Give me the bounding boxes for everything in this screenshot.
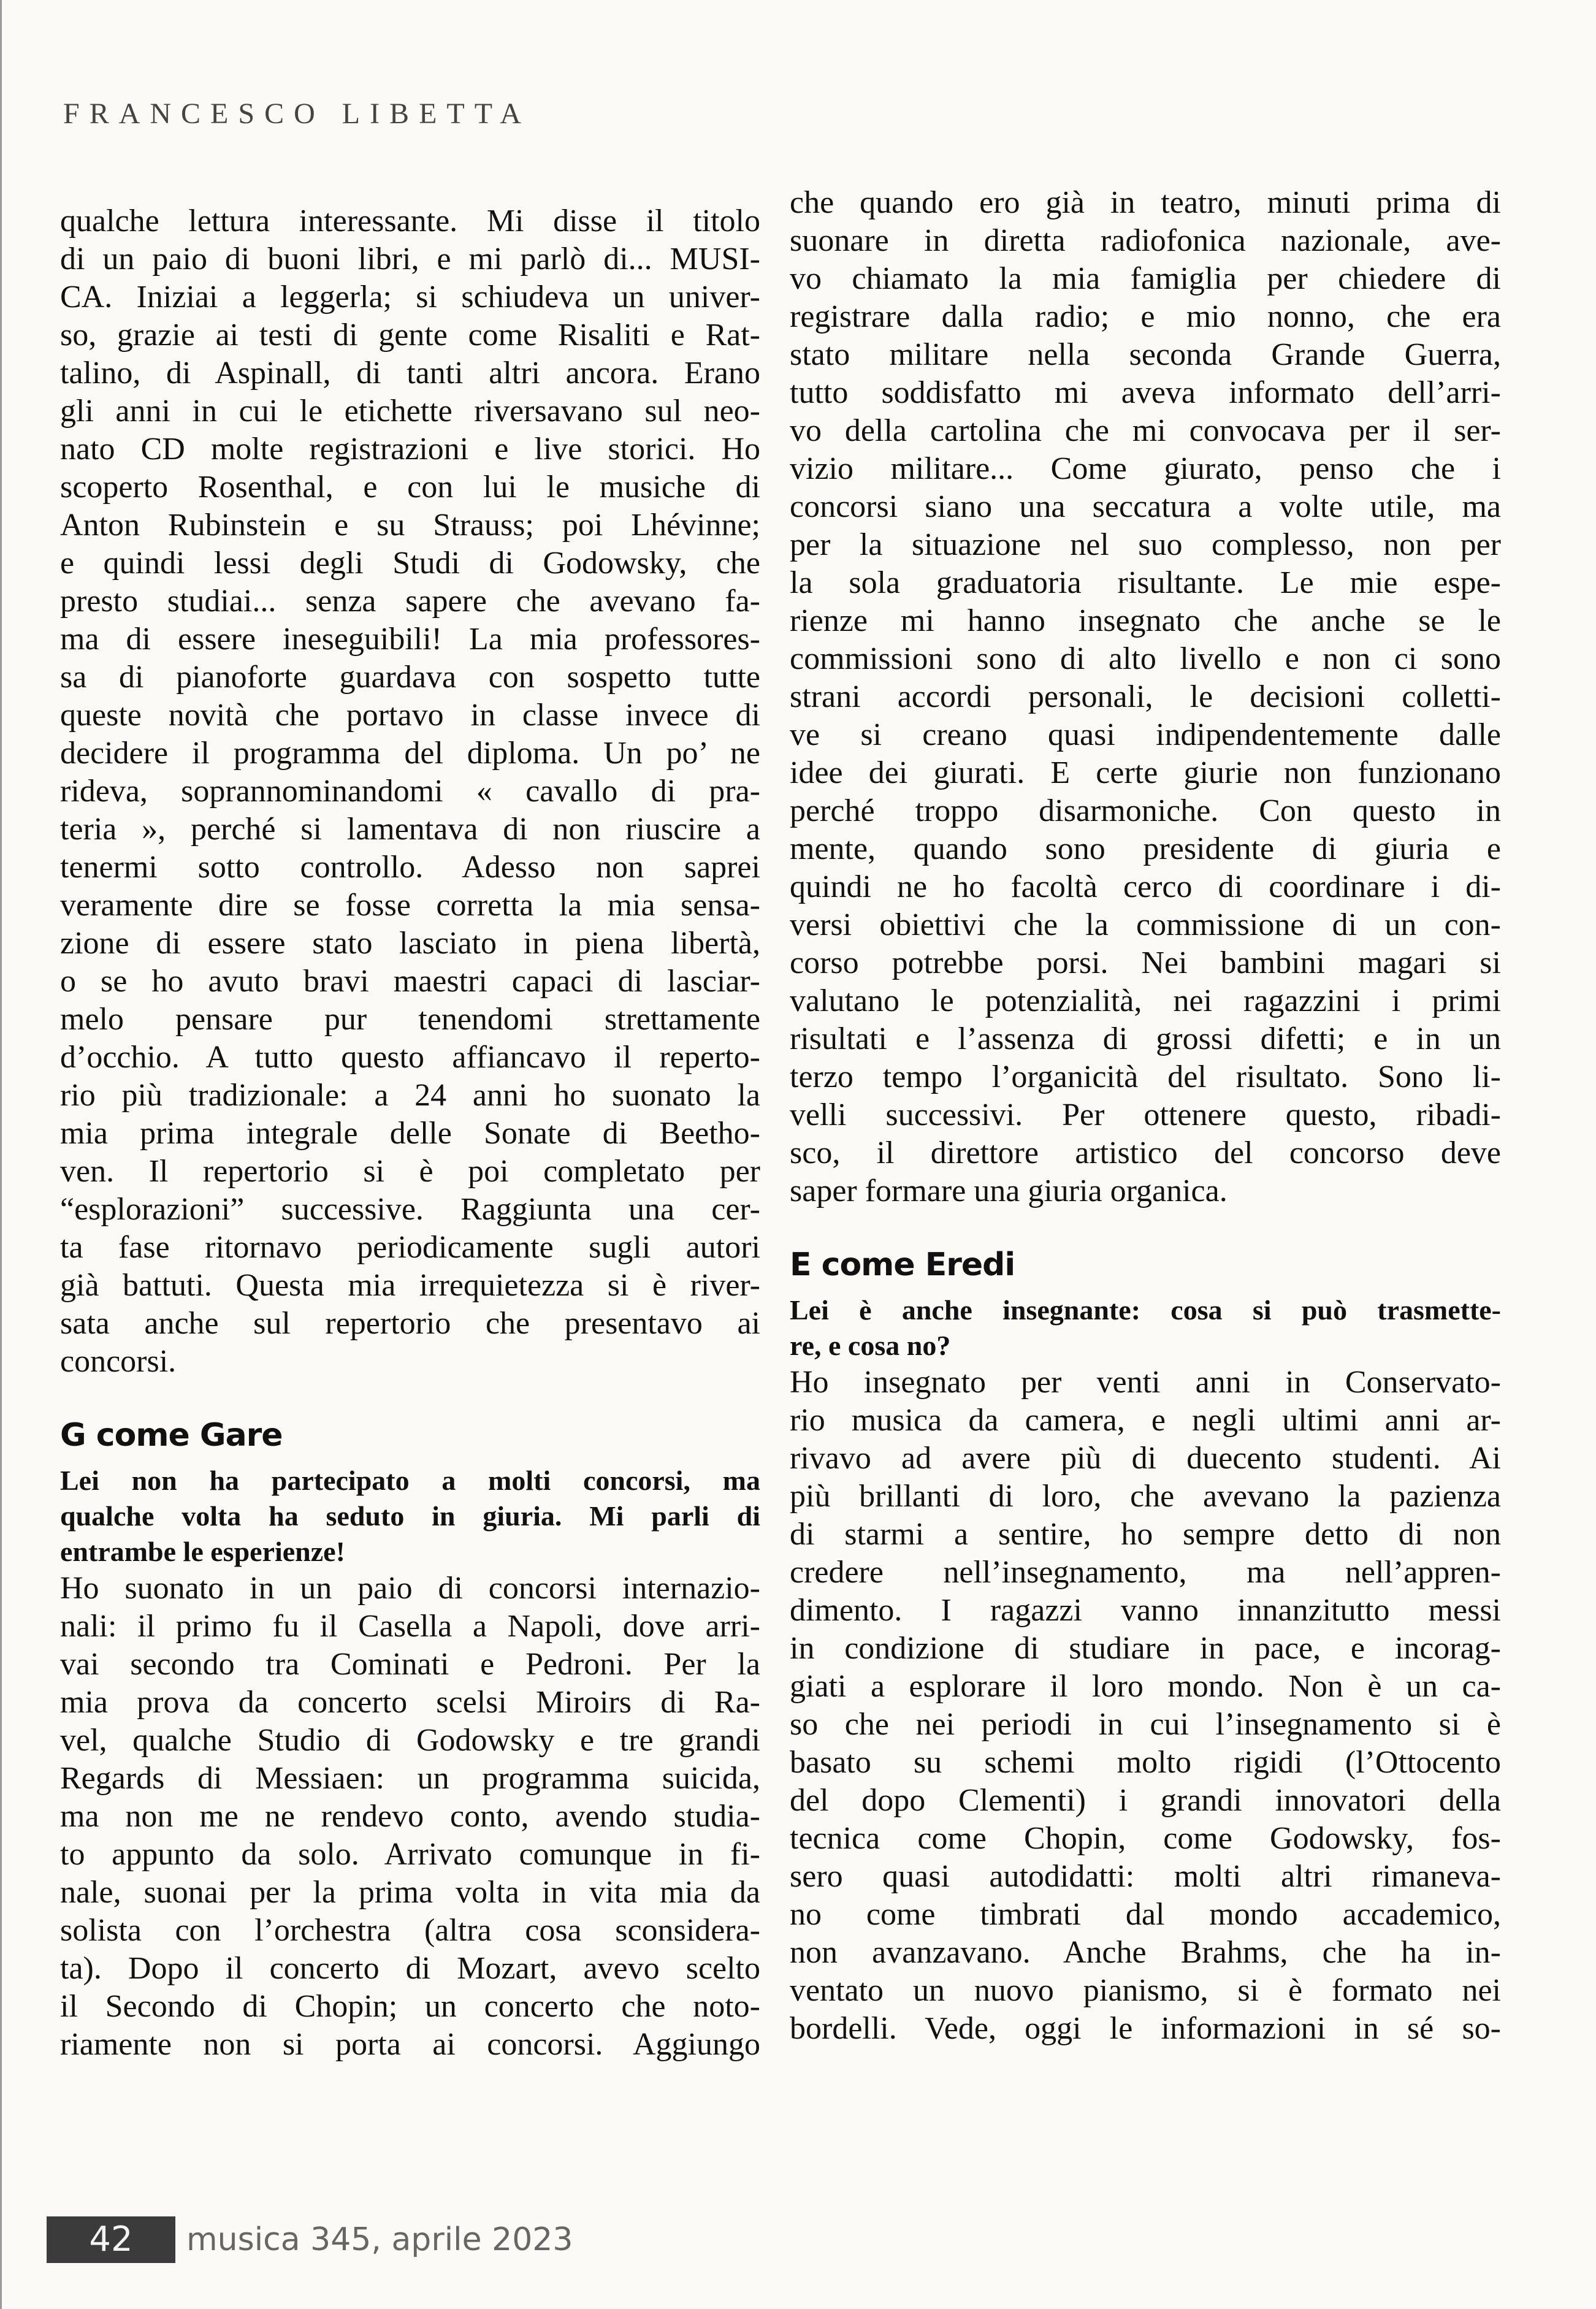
text-line: di starmi a sentire, ho sempre detto di non bbox=[790, 1517, 1501, 1552]
text-line: dimento. I ragazzi vanno innanzitutto messi bbox=[790, 1593, 1501, 1628]
text-line: non avanzavano. Anche Brahms, che ha in- bbox=[790, 1935, 1501, 1970]
text-line: vai secondo tra Cominati e Pedroni. Per la bbox=[60, 1647, 760, 1682]
text-line: nale, suonai per la prima volta in vita mia da bbox=[60, 1875, 760, 1910]
text-line: commissioni sono di alto livello e non ci sono bbox=[790, 641, 1501, 676]
text-line: veramente dire se fosse corretta la mia sensa- bbox=[60, 888, 760, 923]
text-line: rio più tradizionale: a 24 anni ho suonato la bbox=[60, 1078, 760, 1113]
text-line: CA. Iniziai a leggerla; si schiudeva un univer- bbox=[60, 280, 760, 315]
text-line: ve si creano quasi indipendentemente dalle bbox=[790, 717, 1501, 752]
text-line: perché troppo disarmoniche. Con questo in bbox=[790, 793, 1501, 828]
intro-paragraph bbox=[60, 202, 760, 1381]
text-line: vel, qualche Studio di Godowsky e tre grandi bbox=[60, 1723, 760, 1758]
text-line: rienze mi hanno insegnato che anche se le bbox=[790, 603, 1501, 638]
text-line: o se ho avuto bravi maestri capaci di lasciar- bbox=[60, 964, 760, 999]
text-line: sco, il direttore artistico del concorso deve bbox=[790, 1135, 1501, 1170]
text-line: mia prima integrale delle Sonate di Beetho- bbox=[60, 1116, 760, 1151]
text-line: scoperto Rosenthal, e con lui le musiche di bbox=[60, 470, 760, 505]
text-line: corso potrebbe porsi. Nei bambini magari si bbox=[790, 945, 1501, 980]
text-line: to appunto da solo. Arrivato comunque in fi- bbox=[60, 1837, 760, 1872]
text-line: tenermi sotto controllo. Adesso non saprei bbox=[60, 850, 760, 885]
text-line: stato militare nella seconda Grande Guerra, bbox=[790, 337, 1501, 372]
text-line: tutto soddisfatto mi aveva informato dell’arri- bbox=[790, 375, 1501, 410]
text-line: entrambe le esperienze! bbox=[60, 1536, 345, 1567]
continuation-paragraph bbox=[790, 184, 1501, 1210]
text-line: risultati e l’assenza di grossi difetti; e in un bbox=[790, 1021, 1501, 1056]
text-line: teria », perché si lamentava di non riuscire a bbox=[60, 812, 760, 847]
text-line: so che nei periodi in cui l’insegnamento si è bbox=[790, 1707, 1501, 1742]
text-line: queste novità che portavo in classe invece di bbox=[60, 698, 760, 733]
text-line: registrare dalla radio; e mio nonno, che era bbox=[790, 299, 1501, 334]
text-line: ma non me ne rendevo conto, avendo studia- bbox=[60, 1799, 760, 1834]
text-line: quindi ne ho facoltà cerco di coordinare i di- bbox=[790, 869, 1501, 904]
text-line: di un paio di buoni libri, e mi parlò di... MUSI- bbox=[60, 242, 760, 277]
text-line: basato su schemi molto rigidi (l’Ottocento bbox=[790, 1745, 1501, 1780]
text-line: versi obiettivi che la commissione di un con- bbox=[790, 907, 1501, 942]
right-column bbox=[790, 184, 1501, 2048]
text-line: ventato un nuovo pianismo, si è formato nei bbox=[790, 1973, 1501, 2008]
text-line: saper formare una giuria organica. bbox=[790, 1174, 1228, 1208]
text-line: giati a esplorare il loro mondo. Non è un ca- bbox=[790, 1669, 1501, 1704]
interview-question bbox=[790, 1292, 1501, 1364]
left-column bbox=[60, 202, 760, 2064]
text-line: melo pensare pur tenendomi strettamente bbox=[60, 1002, 760, 1037]
text-line: solista con l’orchestra (altra cosa sconsidera- bbox=[60, 1913, 760, 1948]
text-line: nato CD molte registrazioni e live storici. Ho bbox=[60, 432, 760, 467]
text-line: ta fase ritornavo periodicamente sugli autori bbox=[60, 1230, 760, 1265]
text-line: valutano le potenzialità, nei ragazzini i primi bbox=[790, 983, 1501, 1018]
text-line: presto studiai... senza sapere che avevano fa- bbox=[60, 584, 760, 619]
text-line: riamente non si porta ai concorsi. Aggiungo bbox=[60, 2027, 760, 2062]
text-line: d’occhio. A tutto questo affiancavo il reperto- bbox=[60, 1040, 760, 1075]
text-line: nali: il primo fu il Casella a Napoli, dove arri- bbox=[60, 1609, 760, 1644]
page-footer bbox=[47, 2216, 573, 2263]
page-edge-line bbox=[0, 0, 2, 2309]
text-line: vo della cartolina che mi convocava per il ser- bbox=[790, 413, 1501, 448]
text-line: Lei è anche insegnante: cosa si può trasmette- bbox=[790, 1294, 1501, 1326]
text-line: concorsi siano una seccatura a volte utile, ma bbox=[790, 489, 1501, 524]
text-line: talino, di Aspinall, di tanti altri ancora. Erano bbox=[60, 356, 760, 391]
text-line: sa di pianoforte guardava con sospetto tutte bbox=[60, 660, 760, 695]
text-line: suonare in diretta radiofonica nazionale, ave- bbox=[790, 223, 1501, 258]
text-line: ven. Il repertorio si è poi completato per bbox=[60, 1154, 760, 1189]
text-line: gli anni in cui le etichette riversavano sul neo- bbox=[60, 394, 760, 429]
text-line: mente, quando sono presidente di giuria e bbox=[790, 831, 1501, 866]
text-line: velli successivi. Per ottenere questo, ribadi- bbox=[790, 1097, 1501, 1132]
text-line: “esplorazioni” successive. Raggiunta una cer- bbox=[60, 1192, 760, 1227]
running-head-author: FRANCESCO LIBETTA bbox=[63, 97, 531, 130]
text-line: zione di essere stato lasciato in piena libertà, bbox=[60, 926, 760, 961]
text-line: Regards di Messiaen: un programma suicida, bbox=[60, 1761, 760, 1796]
text-line: strani accordi personali, le decisioni colletti- bbox=[790, 679, 1501, 714]
text-line: decidere il programma del diploma. Un po’ ne bbox=[60, 736, 760, 771]
text-line: il Secondo di Chopin; un concerto che noto- bbox=[60, 1989, 760, 2024]
text-line: sata anche sul repertorio che presentavo ai bbox=[60, 1306, 760, 1341]
text-line: per la situazione nel suo complesso, non per bbox=[790, 527, 1501, 562]
text-line: idee dei giurati. E certe giurie non funzionano bbox=[790, 755, 1501, 790]
text-line: rideva, soprannominandomi « cavallo di pra- bbox=[60, 774, 760, 809]
text-line: so, grazie ai testi di gente come Risaliti e Rat- bbox=[60, 318, 760, 353]
text-line: bordelli. Vede, oggi le informazioni in sé so- bbox=[790, 2011, 1501, 2046]
interview-question bbox=[60, 1463, 760, 1570]
text-line: qualche volta ha seduto in giuria. Mi parli di bbox=[60, 1500, 760, 1532]
text-line: ta). Dopo il concerto di Mozart, avevo scelto bbox=[60, 1951, 760, 1986]
section-heading-g-come-gare: G come Gare bbox=[60, 1417, 283, 1454]
text-line: credere nell’insegnamento, ma nell’appren- bbox=[790, 1555, 1501, 1590]
text-line: ma di essere ineseguibili! La mia professores- bbox=[60, 622, 760, 657]
text-line: che quando ero già in teatro, minuti prima di bbox=[790, 185, 1501, 220]
text-line: vizio militare... Come giurato, penso che i bbox=[790, 451, 1501, 486]
text-line: no come timbrati dal mondo accademico, bbox=[790, 1897, 1501, 1932]
text-line: rivavo ad avere più di duecento studenti. Ai bbox=[790, 1441, 1501, 1476]
text-line: rio musica da camera, e negli ultimi anni ar- bbox=[790, 1403, 1501, 1438]
interview-answer bbox=[60, 1570, 760, 2064]
text-line: del dopo Clementi) i grandi innovatori della bbox=[790, 1783, 1501, 1818]
text-line: mia prova da concerto scelsi Miroirs di Ra- bbox=[60, 1685, 760, 1720]
text-line: concorsi. bbox=[60, 1344, 177, 1379]
text-line: Ho suonato in un paio di concorsi internazio- bbox=[60, 1571, 760, 1606]
text-line: re, e cosa no? bbox=[790, 1330, 951, 1361]
text-line: in condizione di studiare in pace, e incorag- bbox=[790, 1631, 1501, 1666]
text-line: Anton Rubinstein e su Strauss; poi Lhévinne; bbox=[60, 508, 760, 543]
text-line: già battuti. Questa mia irrequietezza si è river- bbox=[60, 1268, 760, 1303]
text-line: sero quasi autodidatti: molti altri rimaneva- bbox=[790, 1859, 1501, 1894]
text-line: Ho insegnato per venti anni in Conservato- bbox=[790, 1365, 1501, 1400]
text-line: più brillanti di loro, che avevano la pazienza bbox=[790, 1479, 1501, 1514]
interview-answer bbox=[790, 1364, 1501, 2048]
text-line: Lei non ha partecipato a molti concorsi, ma bbox=[60, 1465, 760, 1496]
text-line: qualche lettura interessante. Mi disse il titolo bbox=[60, 204, 760, 239]
text-line: vo chiamato la mia famiglia per chiedere di bbox=[790, 261, 1501, 296]
text-line: la sola graduatoria risultante. Le mie espe- bbox=[790, 565, 1501, 600]
text-line: tecnica come Chopin, come Godowsky, fos- bbox=[790, 1821, 1501, 1856]
issue-info: musica 345, aprile 2023 bbox=[186, 2221, 573, 2258]
text-line: e quindi lessi degli Studi di Godowsky, che bbox=[60, 546, 760, 581]
text-line: terzo tempo l’organicità del risultato. Sono li- bbox=[790, 1059, 1501, 1094]
page-number: 42 bbox=[47, 2216, 175, 2263]
section-heading-e-come-eredi: E come Eredi bbox=[790, 1246, 1015, 1283]
